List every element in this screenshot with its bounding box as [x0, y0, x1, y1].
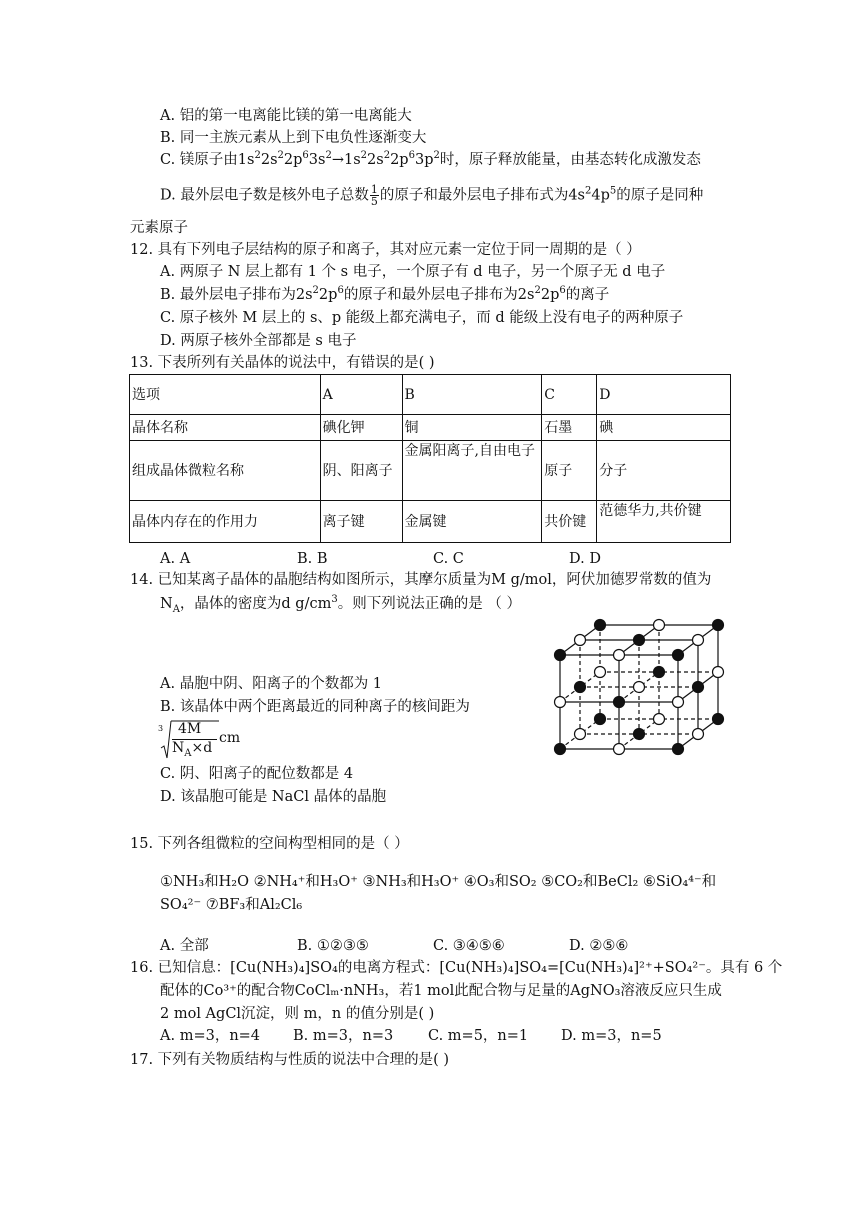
answer-option: B. ①②③⑤	[297, 938, 369, 954]
answer-option: A. 全部	[160, 938, 209, 954]
table-cell: 碘化钾	[320, 415, 402, 441]
table-cell: 共价键	[542, 501, 597, 543]
answer-option: D. ②⑤⑥	[569, 938, 629, 954]
q14-option-b: B. 该晶体中两个距离最近的同种离子的核间距为	[160, 699, 470, 715]
q11-option-a: A. 铝的第一电离能比镁的第一电离能大	[160, 108, 412, 124]
q11-option-c: C. 镁原子由$1s^22s^22p^63s^2\to 1s^22s^22p^63p^2$时，原子释放能量，由基态转化成激发态	[160, 150, 701, 168]
table-cell: A	[320, 375, 402, 415]
q14-option-a: A. 晶胞中阴、阳离子的个数都为 1	[160, 676, 383, 692]
q16-stem-line1: 16. 已知信息：[Cu(NH₃)₄]SO₄的电离方程式：[Cu(NH₃)₄]SO₄=[Cu(NH₃)₄]²⁺+SO₄²⁻。具有 6 个	[130, 960, 783, 976]
answer-option: D. m=3，n=5	[561, 1028, 662, 1044]
q15-items-line2: SO₄²⁻ ⑦BF₃和Al₂Cl₆	[160, 897, 303, 913]
table-row	[130, 501, 731, 543]
q12-option-c: C. 原子核外 M 层上的 s、p 能级上都充满电子，而 d 能级上没有电子的两种原子	[160, 310, 684, 326]
table-cell: 分子	[597, 441, 731, 501]
table-cell: 石墨	[542, 415, 597, 441]
q17-stem: 17. 下列有关物质结构与性质的说法中合理的是( )	[130, 1052, 450, 1068]
table-cell: B	[402, 375, 542, 415]
q14-option-c: C. 阴、阳离子的配位数都是 4	[160, 766, 354, 782]
answer-option: C. C	[433, 551, 464, 567]
q14-stem-line2: $N_A$，晶体的密度为d $g/cm^3$。则下列说法正确的是 （ ）	[160, 594, 521, 615]
q15-items-line1: ①NH₃和H₂O ②NH₄⁺和H₃O⁺ ③NH₃和H₃O⁺ ④O₃和SO₂ ⑤CO₂和BeCl₂ ⑥SiO₄⁴⁻和	[160, 874, 717, 890]
answer-option: B. B	[297, 551, 328, 567]
table-row	[130, 415, 731, 441]
table-cell: 金属键	[402, 501, 542, 543]
q12-option-a: A. 两原子 N 层上都有 1 个 s 电子，一个原子有 d 电子，另一个原子无 d 电子	[160, 264, 666, 280]
answer-option: C. m=5，n=1	[428, 1028, 529, 1044]
answer-option: B. m=3，n=3	[293, 1028, 394, 1044]
q16-stem-line3: 2 mol AgCl沉淀，则 m，n 的值分别是( )	[160, 1006, 435, 1022]
table-cell: 原子	[542, 441, 597, 501]
table-cell: D	[597, 375, 731, 415]
q12-option-d: D. 两原子核外全部都是 s 电子	[160, 333, 357, 349]
table-cell: 组成晶体微粒名称	[130, 441, 321, 501]
table-cell: 碘	[597, 415, 731, 441]
table-row	[130, 441, 731, 501]
table-cell: 金属阳离子,自由电子	[402, 441, 542, 501]
q11-option-d-cont: 元素原子	[130, 220, 188, 236]
crystal-table	[129, 374, 731, 543]
q14-option-d: D. 该晶胞可能是 NaCl 晶体的晶胞	[160, 789, 387, 805]
table-cell: 晶体名称	[130, 415, 321, 441]
answer-option: C. ③④⑤⑥	[433, 938, 505, 954]
q12-stem: 12. 具有下列电子层结构的原子和离子，其对应元素一定位于同一周期的是（ ）	[130, 242, 641, 258]
fraction: $\frac{1}{5}$	[370, 183, 378, 208]
q13-answers	[0, 549, 860, 569]
table-cell: 晶体内存在的作用力	[130, 501, 321, 543]
table-cell: 选项	[130, 375, 321, 415]
q12-option-b: B. 最外层电子排布为$2s^22p^6$的原子和最外层电子排布为$2s^22p^6$的离子	[160, 285, 610, 303]
radical-sign	[160, 720, 172, 760]
table-cell: C	[542, 375, 597, 415]
q16-stem-line2: 配体的Co³⁺的配合物CoClₘ·nNH₃，若1 mol此配合物与足量的AgNO₃溶液反应只生成	[160, 983, 722, 999]
table-row	[130, 375, 731, 415]
table-cell: 铜	[402, 415, 542, 441]
q11-option-b: B. 同一主族元素从上到下电负性逐渐变大	[160, 130, 427, 146]
table-cell: 阴、阳离子	[320, 441, 402, 501]
q11-option-d: D. 最外层电子数是核外电子总数 $\frac{1}{5}$ 的原子和最外层电子排布式为$4s^24p^5$的原子是同种	[160, 183, 704, 208]
table-cell: 范德华力,共价键	[597, 501, 731, 543]
q16-answers	[0, 1026, 860, 1046]
table-cell: 离子键	[320, 501, 402, 543]
q13-stem: 13. 下表所列有关晶体的说法中，有错误的是( )	[130, 355, 435, 371]
answer-option: D. D	[569, 551, 601, 567]
q15-answers	[0, 936, 860, 956]
q14-stem-line1: 14. 已知某离子晶体的晶胞结构如图所示，其摩尔质量为M g/mol，阿伏加德罗常数的值为	[130, 572, 712, 588]
answer-option: A. A	[160, 551, 191, 567]
crystal-cell-figure	[552, 613, 732, 763]
answer-option: A. m=3，n=4	[160, 1028, 261, 1044]
q15-stem: 15. 下列各组微粒的空间构型相同的是（ ）	[130, 836, 409, 852]
